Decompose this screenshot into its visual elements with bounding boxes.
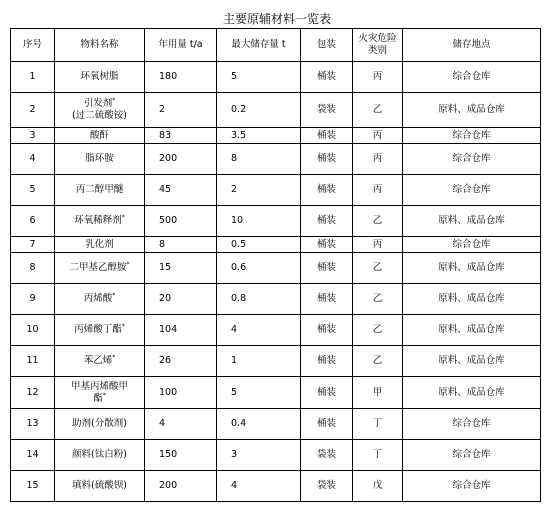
cell-name [55, 471, 145, 502]
cell-storage-place: 综合仓库 [403, 409, 541, 440]
cell-no: 3 [11, 128, 55, 144]
cell-max-storage: 0.4 [217, 409, 301, 440]
hazard-mark: * [126, 260, 130, 268]
header-fire-class: 火灾危险类别 [353, 29, 403, 62]
cell-max-storage: 3.5 [217, 128, 301, 144]
hazard-mark: * [121, 322, 125, 330]
table-row [11, 284, 541, 315]
material-name: 助剂(分散剂) [72, 418, 127, 429]
table-body [11, 62, 541, 502]
cell-storage-place: 综合仓库 [403, 440, 541, 471]
cell-no: 12 [11, 377, 55, 409]
cell-no: 9 [11, 284, 55, 315]
cell-storage-place: 原料、成品仓库 [403, 315, 541, 346]
material-name: 颜料(钛白粉) [72, 449, 127, 460]
cell-no: 8 [11, 253, 55, 284]
cell-storage-place: 原料、成品仓库 [403, 206, 541, 237]
table-row [11, 346, 541, 377]
hazard-mark: * [112, 291, 116, 299]
table-row [11, 237, 541, 253]
cell-fire-class: 丁 [353, 440, 403, 471]
cell-annual: 100 [145, 377, 217, 409]
cell-fire-class: 乙 [353, 253, 403, 284]
cell-annual: 15 [145, 253, 217, 284]
cell-fire-class: 乙 [353, 206, 403, 237]
cell-max-storage: 8 [217, 144, 301, 175]
material-name: 甲基丙烯酸甲 [70, 380, 128, 392]
cell-storage-place: 综合仓库 [403, 144, 541, 175]
cell-name [55, 440, 145, 471]
cell-no: 1 [11, 62, 55, 93]
cell-package: 袋装 [301, 93, 353, 128]
header-package: 包装 [301, 29, 353, 62]
materials-table [10, 28, 541, 502]
material-name: 丙烯酸 [83, 293, 113, 304]
cell-fire-class: 丙 [353, 128, 403, 144]
material-name: 丙二醇甲醚 [75, 184, 124, 195]
cell-max-storage: 0.2 [217, 93, 301, 128]
cell-storage-place: 综合仓库 [403, 471, 541, 502]
table-row [11, 175, 541, 206]
cell-no: 13 [11, 409, 55, 440]
header-annual: 年用量 t/a [145, 29, 217, 62]
hazard-mark: * [121, 213, 125, 221]
cell-storage-place: 原料、成品仓库 [403, 284, 541, 315]
cell-storage-place: 综合仓库 [403, 175, 541, 206]
cell-package: 桶装 [301, 409, 353, 440]
cell-storage-place: 综合仓库 [403, 128, 541, 144]
cell-package: 桶装 [301, 377, 353, 409]
cell-annual: 4 [145, 409, 217, 440]
cell-max-storage: 0.8 [217, 284, 301, 315]
cell-max-storage: 0.5 [217, 237, 301, 253]
cell-max-storage: 4 [217, 471, 301, 502]
hazard-mark: * [112, 96, 116, 104]
cell-package: 桶装 [301, 128, 353, 144]
cell-fire-class: 戊 [353, 471, 403, 502]
cell-annual: 20 [145, 284, 217, 315]
table-row [11, 315, 541, 346]
material-name: 填料(硫酸钡) [72, 480, 127, 491]
cell-fire-class: 丙 [353, 175, 403, 206]
cell-package: 桶装 [301, 175, 353, 206]
cell-fire-class: 乙 [353, 284, 403, 315]
material-name: 酸酐 [89, 129, 109, 141]
cell-no: 10 [11, 315, 55, 346]
cell-package: 桶装 [301, 315, 353, 346]
material-name: 环氧稀释剂 [74, 215, 122, 226]
material-name: 乳化剂 [85, 238, 114, 250]
cell-annual: 180 [145, 62, 217, 93]
material-name: 二甲基乙醇胺 [69, 262, 127, 273]
cell-max-storage: 4 [217, 315, 301, 346]
header-row [11, 29, 541, 62]
cell-package: 桶装 [301, 346, 353, 377]
header-max-storage: 最大储存量 t [217, 29, 301, 62]
cell-fire-class: 丙 [353, 62, 403, 93]
cell-no: 2 [11, 93, 55, 128]
cell-package: 桶装 [301, 237, 353, 253]
cell-annual: 150 [145, 440, 217, 471]
cell-fire-class: 甲 [353, 377, 403, 409]
cell-no: 6 [11, 206, 55, 237]
cell-package: 桶装 [301, 62, 353, 93]
cell-package: 袋装 [301, 440, 353, 471]
material-name: 引发剂 [83, 98, 113, 109]
cell-max-storage: 0.6 [217, 253, 301, 284]
cell-name [55, 144, 145, 175]
cell-package: 桶装 [301, 284, 353, 315]
cell-max-storage: 1 [217, 346, 301, 377]
cell-name [55, 315, 145, 346]
cell-annual: 104 [145, 315, 217, 346]
cell-fire-class: 丁 [353, 409, 403, 440]
table-row [11, 253, 541, 284]
header-no: 序号 [11, 29, 55, 62]
cell-max-storage: 3 [217, 440, 301, 471]
cell-name [55, 346, 145, 377]
cell-package: 桶装 [301, 206, 353, 237]
table-row [11, 409, 541, 440]
cell-annual: 500 [145, 206, 217, 237]
cell-name [55, 409, 145, 440]
cell-fire-class: 乙 [353, 93, 403, 128]
table-row [11, 471, 541, 502]
cell-name [55, 62, 145, 93]
cell-fire-class: 丙 [353, 237, 403, 253]
cell-annual: 8 [145, 237, 217, 253]
cell-no: 7 [11, 237, 55, 253]
cell-no: 5 [11, 175, 55, 206]
cell-no: 4 [11, 144, 55, 175]
cell-fire-class: 乙 [353, 346, 403, 377]
table-row [11, 62, 541, 93]
cell-storage-place: 原料、成品仓库 [403, 346, 541, 377]
cell-storage-place: 原料、成品仓库 [403, 377, 541, 409]
cell-name [55, 253, 145, 284]
cell-max-storage: 5 [217, 377, 301, 409]
material-name: 丙烯酸丁酯 [74, 324, 122, 335]
hazard-mark: * [112, 353, 116, 361]
table-row [11, 93, 541, 128]
table-row [11, 206, 541, 237]
material-name: 脂环胺 [85, 153, 114, 164]
cell-name [55, 206, 145, 237]
cell-storage-place: 原料、成品仓库 [403, 253, 541, 284]
material-name-line2: 酯 [93, 392, 103, 404]
cell-package: 袋装 [301, 471, 353, 502]
cell-no: 11 [11, 346, 55, 377]
hazard-mark: * [102, 391, 106, 399]
cell-annual: 83 [145, 128, 217, 144]
cell-no: 14 [11, 440, 55, 471]
header-name: 物料名称 [55, 29, 145, 62]
table-title: 主要原辅材料一览表 [222, 12, 331, 26]
cell-name [55, 175, 145, 206]
cell-annual: 200 [145, 144, 217, 175]
cell-storage-place: 原料、成品仓库 [403, 93, 541, 128]
cell-no: 15 [11, 471, 55, 502]
cell-name [55, 93, 145, 128]
table-row [11, 144, 541, 175]
material-name-line2: (过二硫酸铵) [72, 110, 127, 121]
cell-max-storage: 2 [217, 175, 301, 206]
cell-name [55, 237, 145, 253]
cell-fire-class: 乙 [353, 315, 403, 346]
cell-package: 桶装 [301, 253, 353, 284]
cell-name [55, 128, 145, 144]
cell-max-storage: 10 [217, 206, 301, 237]
cell-annual: 2 [145, 93, 217, 128]
cell-fire-class: 丙 [353, 144, 403, 175]
table-row [11, 377, 541, 409]
cell-annual: 45 [145, 175, 217, 206]
table-row [11, 128, 541, 144]
cell-name [55, 377, 145, 409]
header-storage-place: 储存地点 [403, 29, 541, 62]
cell-annual: 200 [145, 471, 217, 502]
cell-package: 桶装 [301, 144, 353, 175]
cell-max-storage: 5 [217, 62, 301, 93]
cell-storage-place: 综合仓库 [403, 62, 541, 93]
cell-annual: 26 [145, 346, 217, 377]
cell-storage-place: 综合仓库 [403, 237, 541, 253]
cell-name [55, 284, 145, 315]
material-name: 环氧树脂 [80, 71, 119, 82]
material-name: 苯乙烯 [83, 355, 113, 366]
table-row [11, 440, 541, 471]
